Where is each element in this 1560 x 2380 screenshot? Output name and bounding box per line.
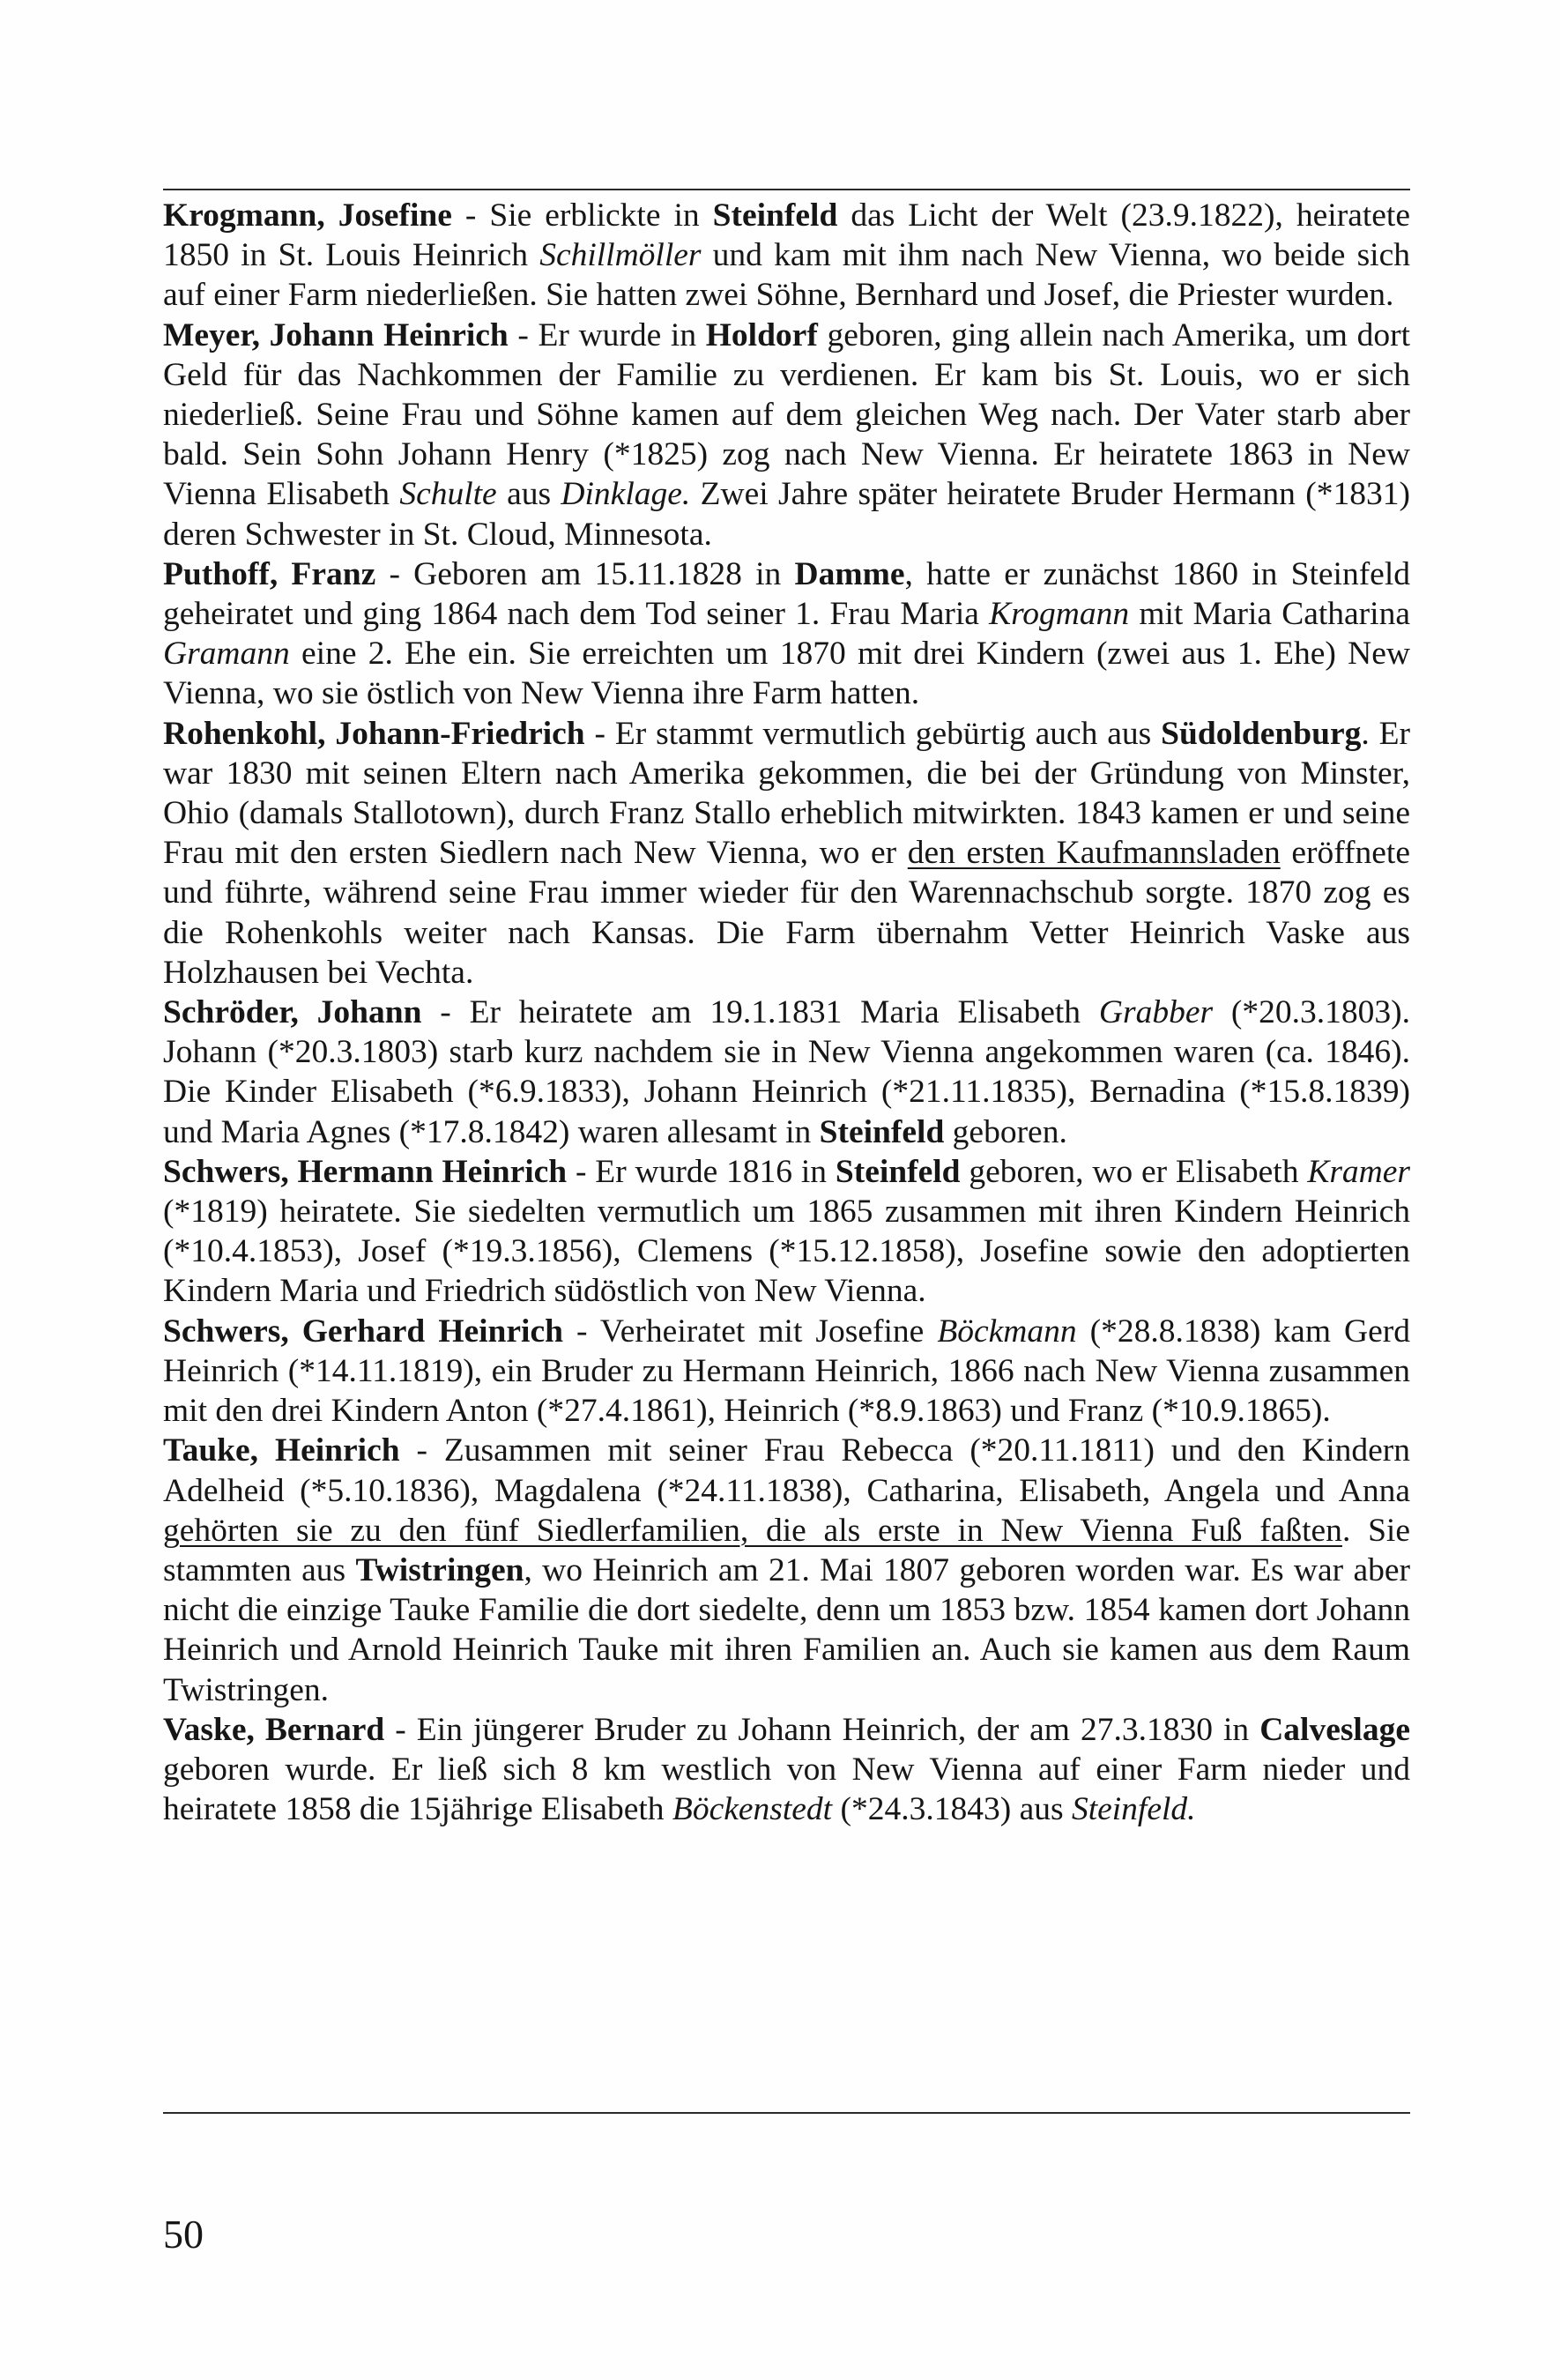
text-run: . Er war 1830 mit seinen Eltern nach Amerika gekommen, die bei der Gründung von Minster, Ohio (damals Stallotown), durch Franz Stallo erheblich mitwirkten. 1843 kamen er und seine Frau mit den ersten Siedlern nach New Vienna, wo er	[163, 715, 1410, 872]
bold-run: Schwers, Gerhard Heinrich	[163, 1313, 563, 1350]
text-run: - Geboren am 15.11.1828 in	[375, 555, 795, 592]
entry-schwers-hermann	[163, 1152, 1410, 1312]
italic-run: Böckmann	[937, 1313, 1077, 1350]
entry-rohenkohl	[163, 714, 1410, 993]
entry-tauke	[163, 1431, 1410, 1709]
text-run: (*24.3.1843) aus	[832, 1791, 1072, 1828]
italic-run: Böckenstedt	[672, 1791, 833, 1828]
italic-run: Dinklage.	[561, 476, 691, 513]
bold-run: Schwers, Hermann Heinrich	[163, 1153, 568, 1190]
text-run: (*1819) heiratete. Sie siedelten vermutlich um 1865 zusammen mit ihren Kindern Heinrich (*10.4.1853), Josef (*19.3.1856), Clemens (*15.12.1858), Josefine sowie den adoptierten Kindern Maria und Friedrich südöstlich von New Vienna.	[163, 1194, 1410, 1310]
bold-run: Holdorf	[705, 316, 818, 353]
entry-puthoff	[163, 554, 1410, 714]
text-run: - Zusammen mit seiner Frau Rebecca (*20.11.1811) und den Kindern Adelheid (*5.10.1836), Magdalena (*24.11.1838), Catharina, Elisabeth, Angela und Anna	[163, 1432, 1410, 1509]
text-run: geboren, wo er Elisabeth	[960, 1153, 1308, 1190]
text-run: geboren.	[944, 1113, 1067, 1150]
entry-schwers-gerhard	[163, 1312, 1410, 1432]
entry-schroeder	[163, 993, 1410, 1152]
italic-run: Steinfeld.	[1071, 1791, 1196, 1828]
text-run: geboren wurde. Er ließ sich 8 km westlich von New Vienna auf einer Farm nieder und heiratete 1858 die 15jährige Elisabeth	[163, 1751, 1410, 1828]
italic-run: Schillmöller	[539, 237, 702, 274]
top-rule	[163, 189, 1410, 190]
italic-run: Schulte	[399, 476, 497, 513]
entry-krogmann	[163, 196, 1410, 316]
bold-run: Steinfeld	[835, 1153, 961, 1190]
bold-run: Steinfeld	[819, 1113, 945, 1150]
underlined-run: gehörten sie zu den fünf Siedlerfamilien, die als erste in New Vienna Fuß faßten	[163, 1512, 1342, 1549]
bold-run: Puthoff, Franz	[163, 555, 376, 592]
bold-run: Südoldenburg	[1161, 715, 1362, 752]
page-number: 50	[163, 2212, 204, 2257]
text-run: , wo Heinrich am 21. Mai 1807 geboren worden war. Es war aber nicht die einzige Tauke Familie die dort siedelte, denn um 1853 bzw. 1854 kamen dort Johann Heinrich und Arnold Heinrich Tauke mit ihren Familien an. Auch sie kamen aus dem Raum Twistringen.	[163, 1551, 1411, 1708]
text-run: - Er wurde 1816 in	[567, 1153, 836, 1190]
text-run: geboren, ging allein nach Amerika, um dort Geld für das Nachkommen der Familie zu verdienen. Er kam bis St. Louis, wo er sich niederließ. Seine Frau und Söhne kamen auf dem gleichen Weg nach. Der Vater starb aber bald. Sein Sohn Johann Henry (*1825) zog nach New Vienna. Er heiratete 1863 in New Vienna Elisabeth	[163, 316, 1411, 513]
text-run: - Sie erblickte in	[451, 197, 713, 234]
bold-run: Calveslage	[1259, 1711, 1410, 1748]
entry-vaske	[163, 1710, 1410, 1830]
text-run: - Er wurde in	[508, 316, 706, 353]
text-run: (*28.8.1838) kam Gerd Heinrich (*14.11.1819), ein Bruder zu Hermann Heinrich, 1866 nach New Vienna zusammen mit den drei Kindern Anton (*27.4.1861), Heinrich (*8.9.1863) und Franz (*10.9.1865).	[163, 1313, 1410, 1430]
bold-run: Rohenkohl, Johann-Friedrich	[163, 715, 585, 752]
entry-meyer	[163, 316, 1410, 554]
bold-run: Schröder, Johann	[163, 994, 422, 1031]
italic-run: Grabber	[1098, 994, 1214, 1031]
text-run: - Er stammt vermutlich gebürtig auch aus	[584, 715, 1162, 752]
text-run: (*20.3.1803). Johann (*20.3.1803) starb kurz nachdem sie in New Vienna angekommen waren (ca. 1846). Die Kinder Elisabeth (*6.9.1833), Johann Heinrich (*21.11.1835), Bernadina (*15.8.1839) und Maria Agnes (*17.8.1842) waren allesamt in	[163, 994, 1410, 1150]
italic-run: Kramer	[1307, 1153, 1410, 1190]
text-run: aus	[496, 476, 561, 513]
bold-run: Vaske, Bernard	[163, 1711, 385, 1748]
bold-run: Meyer, Johann Heinrich	[163, 316, 509, 353]
bold-run: Twistringen	[355, 1551, 524, 1588]
bold-run: Damme	[794, 555, 905, 592]
text-run: eröffnete und führte, während seine Frau immer wieder für den Warennachschub sorgte. 1870 zog es die Rohenkohls weiter nach Kansas. Die Farm übernahm Vetter Heinrich Vaske aus Holzhausen bei Vechta.	[163, 835, 1410, 991]
text-run: mit Maria Catharina	[1129, 596, 1410, 633]
text-run: Zwei Jahre später heiratete Bruder Hermann (*1831) deren Schwester in St. Cloud, Minnesota.	[163, 476, 1410, 553]
bottom-rule	[163, 2112, 1410, 2114]
text-run: eine 2. Ehe ein. Sie erreichten um 1870 mit drei Kindern (zwei aus 1. Ehe) New Vienna, wo sie östlich von New Vienna ihre Farm hatten.	[163, 636, 1410, 712]
underlined-run: den ersten Kaufmannsladen	[907, 835, 1281, 872]
text-run: - Er heiratete am 19.1.1831 Maria Elisabeth	[421, 994, 1099, 1031]
text-run: . Sie stammten aus	[163, 1512, 1410, 1588]
text-run: und kam mit ihm nach New Vienna, wo beide sich auf einer Farm niederließen. Sie hatten zwei Söhne, Bernhard und Josef, die Priester wurden.	[163, 237, 1410, 314]
text-run: - Verheiratet mit Josefine	[562, 1313, 938, 1350]
bold-run: Tauke, Heinrich	[163, 1432, 400, 1469]
bold-run: Steinfeld	[712, 197, 838, 234]
text-run: , hatte er zunächst 1860 in Steinfeld geheiratet und ging 1864 nach dem Tod seiner 1. Frau Maria	[163, 555, 1410, 633]
bold-run: Krogmann, Josefine	[163, 197, 452, 234]
text-run: das Licht der Welt (23.9.1822), heiratete 1850 in St. Louis Heinrich	[163, 197, 1410, 274]
italic-run: Gramann	[163, 636, 290, 673]
text-run: - Ein jüngerer Bruder zu Johann Heinrich, der am 27.3.1830 in	[384, 1711, 1260, 1748]
entries-list	[163, 196, 1410, 1829]
italic-run: Krogmann	[989, 596, 1130, 633]
